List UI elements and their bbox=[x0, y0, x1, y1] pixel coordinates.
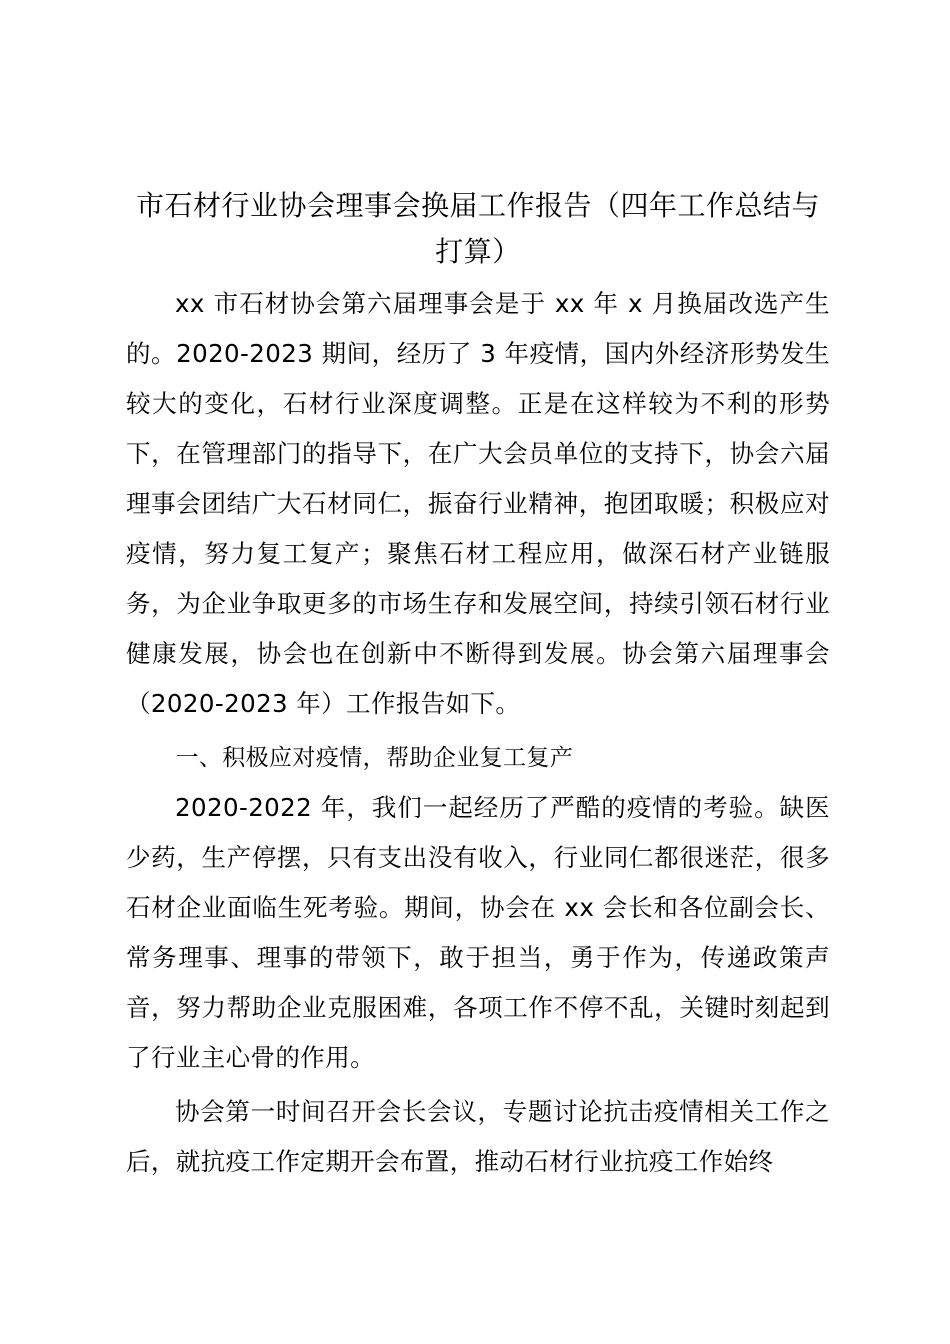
intro-paragraph: xx 市石材协会第六届理事会是于 xx 年 x 月换届改选产生的。2020-2023 期间，经历了 3 年疫情，国内外经济形势发生较大的变化，石材行业深度调整。正是在这样较为不利的形势下，在管理部门的指导下，在广大会员单位的支持下，协会六届理事会团结广大石材同仁，振奋行业精神，抱团取暖；积极应对疫情，努力复工复产；聚焦石材工程应用，做深石材产业链服务，为企业争取更多的市场生存和发展空间，持续引领石材行业健康发展，协会也在创新中不断得到发展。协会第六届理事会（2020-2023 年）工作报告如下。 bbox=[126, 289, 830, 718]
section-heading: 一、积极应对疫情，帮助企业复工复产 bbox=[175, 745, 574, 771]
section-paragraph: 2020-2022 年，我们一起经历了严酷的疫情的考验。缺医少药，生产停摆，只有支出没有收入，行业同仁都很迷茫，很多石材企业面临生死考验。期间，协会在 xx 会长和各位副会长、常务理事、理事的带领下，敢于担当，勇于作为，传递政策声音，努力帮助企业克服困难，各项工作不停不乱，关键时刻起到了行业主心骨的作用。 bbox=[126, 793, 830, 1072]
document-page bbox=[126, 183, 830, 1187]
document-title: 市石材行业协会理事会换届工作报告（四年工作总结与打算） bbox=[135, 189, 820, 268]
section-paragraph: 协会第一时间召开会长会议，专题讨论抗击疫情相关工作之后，就抗疫工作定期开会布置，推动石材行业抗疫工作始终 bbox=[126, 1097, 830, 1176]
